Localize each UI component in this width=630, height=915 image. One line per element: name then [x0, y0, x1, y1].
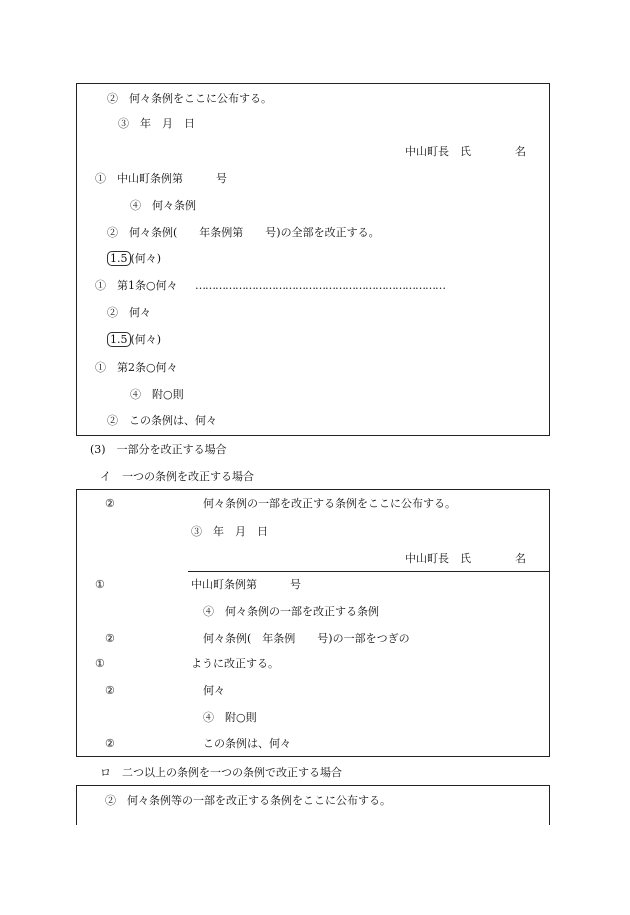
promulgation-line: ② 何々条例等の一部を改正する条例をここに公布する。 — [105, 794, 391, 807]
effective-clause: ② この条例は、何々 — [107, 414, 217, 427]
revision-statement: 何々条例( 年条例 号)の一部をつぎの — [203, 632, 410, 645]
spacing-mark: 1.5 — [107, 332, 131, 347]
article-heading-2 — [107, 333, 161, 347]
supplementary-provisions: ④ 附○則 — [130, 388, 184, 401]
spacing-mark: 1.5 — [107, 251, 131, 266]
item-line: ② 何々 — [107, 306, 151, 319]
item-line: 何々 — [203, 684, 225, 697]
leader-dots: ………………………………………………………………… — [195, 279, 445, 292]
ordinance-number: ① 中山町条例第 号 — [95, 172, 227, 185]
mayor-signature: 中山町長 氏 名 — [405, 552, 526, 565]
heading-text: (何々) — [130, 333, 162, 346]
margin-mark: ② — [105, 497, 115, 510]
revision-statement: ② 何々条例( 年条例第 号)の全部を改正する。 — [107, 226, 380, 239]
case-heading: ロ 二つ以上の条例を一つの条例で改正する場合 — [100, 766, 342, 779]
article-2: ① 第2条○何々 — [95, 361, 178, 374]
margin-mark: ① — [95, 578, 105, 591]
promulgation-line: ② 何々条例をここに公布する。 — [107, 92, 272, 105]
mayor-signature: 中山町長 氏 名 — [405, 145, 526, 158]
revision-statement-cont: ように改正する。 — [191, 657, 279, 670]
promulgation-line: 何々条例の一部を改正する条例をここに公布する。 — [203, 497, 456, 510]
article-1: ① 第1条○何々 — [95, 279, 178, 292]
case-heading: イ 一つの条例を改正する場合 — [100, 470, 254, 483]
date-line: ③ 年 月 日 — [191, 525, 268, 538]
margin-mark: ① — [95, 657, 105, 670]
heading-text: (何々) — [130, 252, 162, 265]
ordinance-title: ④ 何々条例 — [130, 199, 196, 212]
effective-clause: この条例は、何々 — [203, 737, 291, 750]
margin-mark: ② — [105, 737, 115, 750]
ordinance-number: 中山町条例第 号 — [191, 578, 301, 591]
margin-mark: ② — [105, 684, 115, 697]
article-heading-1 — [107, 252, 161, 266]
date-line: ③ 年 月 日 — [118, 117, 195, 130]
ordinance-title: ④ 何々条例の一部を改正する条例 — [203, 605, 379, 618]
section-heading: (3) 一部分を改正する場合 — [90, 443, 227, 456]
margin-mark: ② — [105, 632, 115, 645]
divider-line — [188, 571, 550, 572]
ordinance-form-partial-revision — [76, 489, 550, 757]
supplementary-provisions: ④ 附○則 — [203, 711, 257, 724]
